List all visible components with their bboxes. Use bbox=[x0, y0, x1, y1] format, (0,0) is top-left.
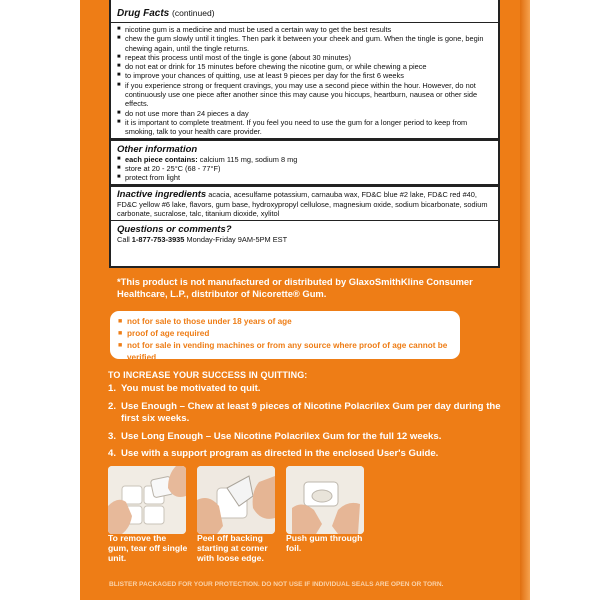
step-text: Use Long Enough – Use Nicotine Polacrilex Gum for the full 12 weeks. bbox=[121, 430, 442, 442]
success-step bbox=[108, 431, 508, 444]
step-number: 2. bbox=[108, 400, 117, 412]
step-text: Use with a support program as directed in the enclosed User's Guide. bbox=[121, 448, 439, 459]
package-side-edge bbox=[520, 0, 530, 600]
blister-notice: BLISTER PACKAGED FOR YOUR PROTECTION. DO NOT USE IF INDIVIDUAL SEALS ARE OPEN OR TORN. bbox=[109, 581, 444, 588]
step-number: 4. bbox=[108, 448, 117, 459]
drug-facts-continued: (continued) bbox=[172, 8, 215, 18]
peel-backing-photo bbox=[197, 466, 275, 534]
success-title: TO INCREASE YOUR SUCCESS IN QUITTING: bbox=[108, 370, 308, 380]
manufacturer-notice: *This product is not manufactured or distributed by GlaxoSmithKline Consumer Healthcare, L.P., distributor of Nicorette® Gum. bbox=[117, 276, 473, 299]
inactive-ingredients-text: acacia, acesulfame potassium, carnauba wax, FD&C blue #2 lake, FD&C red #40, FD&C yellow #6 lake, flavors, gum base, hydroxypropyl cellulose, magnesium oxide, sodium bicarbonate, sodium carbonate, sucralose, talc, titanium dioxide, xylitol bbox=[117, 190, 488, 219]
caption-peel-backing: Peel off backing starting at corner with loose edge. bbox=[197, 533, 268, 563]
tear-off-photo bbox=[108, 466, 186, 534]
age-warning-item: ■ not for sale to those under 18 years of age bbox=[118, 316, 452, 328]
age-warning-item: ■ not for sale in vending machines or from any source where proof of age cannot be verified bbox=[118, 340, 452, 364]
direction-item: ■ chew the gum slowly until it tingles. Then park it between your cheek and gum. When the tingle is gone, begin chewing again, until the tingle returns. bbox=[117, 34, 492, 53]
directions-list bbox=[111, 23, 498, 138]
quitting-success-section bbox=[108, 370, 508, 466]
each-piece-label: each piece contains: bbox=[125, 154, 198, 164]
other-information-list bbox=[117, 155, 492, 183]
instruction-photos bbox=[108, 466, 508, 536]
step-text: Use Enough – Chew at least 9 pieces of Nicotine Polacrilex Gum per day during the first six weeks. bbox=[121, 400, 501, 424]
each-piece-item bbox=[117, 155, 492, 164]
direction-item: ■ it is important to complete treatment. If you feel you need to use the gum for a longer period to keep from smoking, talk to your health care provider. bbox=[117, 118, 492, 137]
peel-backing-illustration bbox=[197, 466, 275, 534]
push-through-photo bbox=[286, 466, 364, 534]
drug-facts-title: Drug Facts bbox=[117, 8, 170, 19]
age-warning-item: ■ proof of age required bbox=[118, 328, 452, 340]
questions-title: Questions or comments? bbox=[117, 224, 232, 236]
each-piece-value: calcium 115 mg, sodium 8 mg bbox=[197, 154, 298, 164]
other-information-title: Other information bbox=[117, 143, 198, 155]
step-number: 3. bbox=[108, 430, 117, 442]
call-hours: Monday-Friday 9AM-5PM EST bbox=[184, 235, 288, 245]
push-through-illustration bbox=[286, 466, 364, 534]
questions-contact bbox=[117, 235, 492, 244]
drug-facts-header bbox=[111, 0, 498, 23]
direction-item: ■ do not eat or drink for 15 minutes before chewing the nicotine gum, or while chewing a piece bbox=[117, 62, 492, 71]
tear-off-illustration bbox=[108, 466, 186, 534]
success-steps bbox=[108, 383, 508, 461]
step-text: You must be motivated to quit. bbox=[121, 383, 261, 394]
storage-item: ■ store at 20 - 25°C (68 - 77°F) bbox=[117, 164, 492, 173]
inactive-ingredients-section bbox=[111, 187, 498, 220]
caption-tear-off: To remove the gum, tear off single unit. bbox=[108, 533, 188, 563]
drug-facts-panel bbox=[109, 0, 500, 268]
inactive-ingredients-title: Inactive ingredients bbox=[117, 189, 207, 201]
questions-section bbox=[111, 221, 498, 246]
success-step bbox=[108, 383, 508, 396]
step-number: 1. bbox=[108, 383, 117, 394]
phone-number: 1-877-753-3935 bbox=[131, 235, 185, 245]
caption-push-through: Push gum through foil. bbox=[286, 533, 363, 553]
direction-item: ■ to improve your chances of quitting, use at least 9 pieces per day for the first 6 weeks bbox=[117, 71, 492, 80]
age-warning-box bbox=[110, 311, 460, 362]
success-step bbox=[108, 448, 508, 461]
direction-item: ■ nicotine gum is a medicine and must be used a certain way to get the best results bbox=[117, 25, 492, 34]
other-information-section bbox=[111, 141, 498, 185]
call-prefix: Call bbox=[117, 235, 132, 245]
direction-item: ■ if you experience strong or frequent cravings, you may use a second piece within the hour. However, do not continuously use one piece after another since this may cause you hiccups, heartburn, nausea or other side effects. bbox=[117, 81, 492, 109]
direction-item: ■ repeat this process until most of the tingle is gone (about 30 minutes) bbox=[117, 53, 492, 62]
direction-item: ■ do not use more than 24 pieces a day bbox=[117, 109, 492, 118]
success-step bbox=[108, 401, 508, 426]
protect-item: ■ protect from light bbox=[117, 173, 492, 182]
